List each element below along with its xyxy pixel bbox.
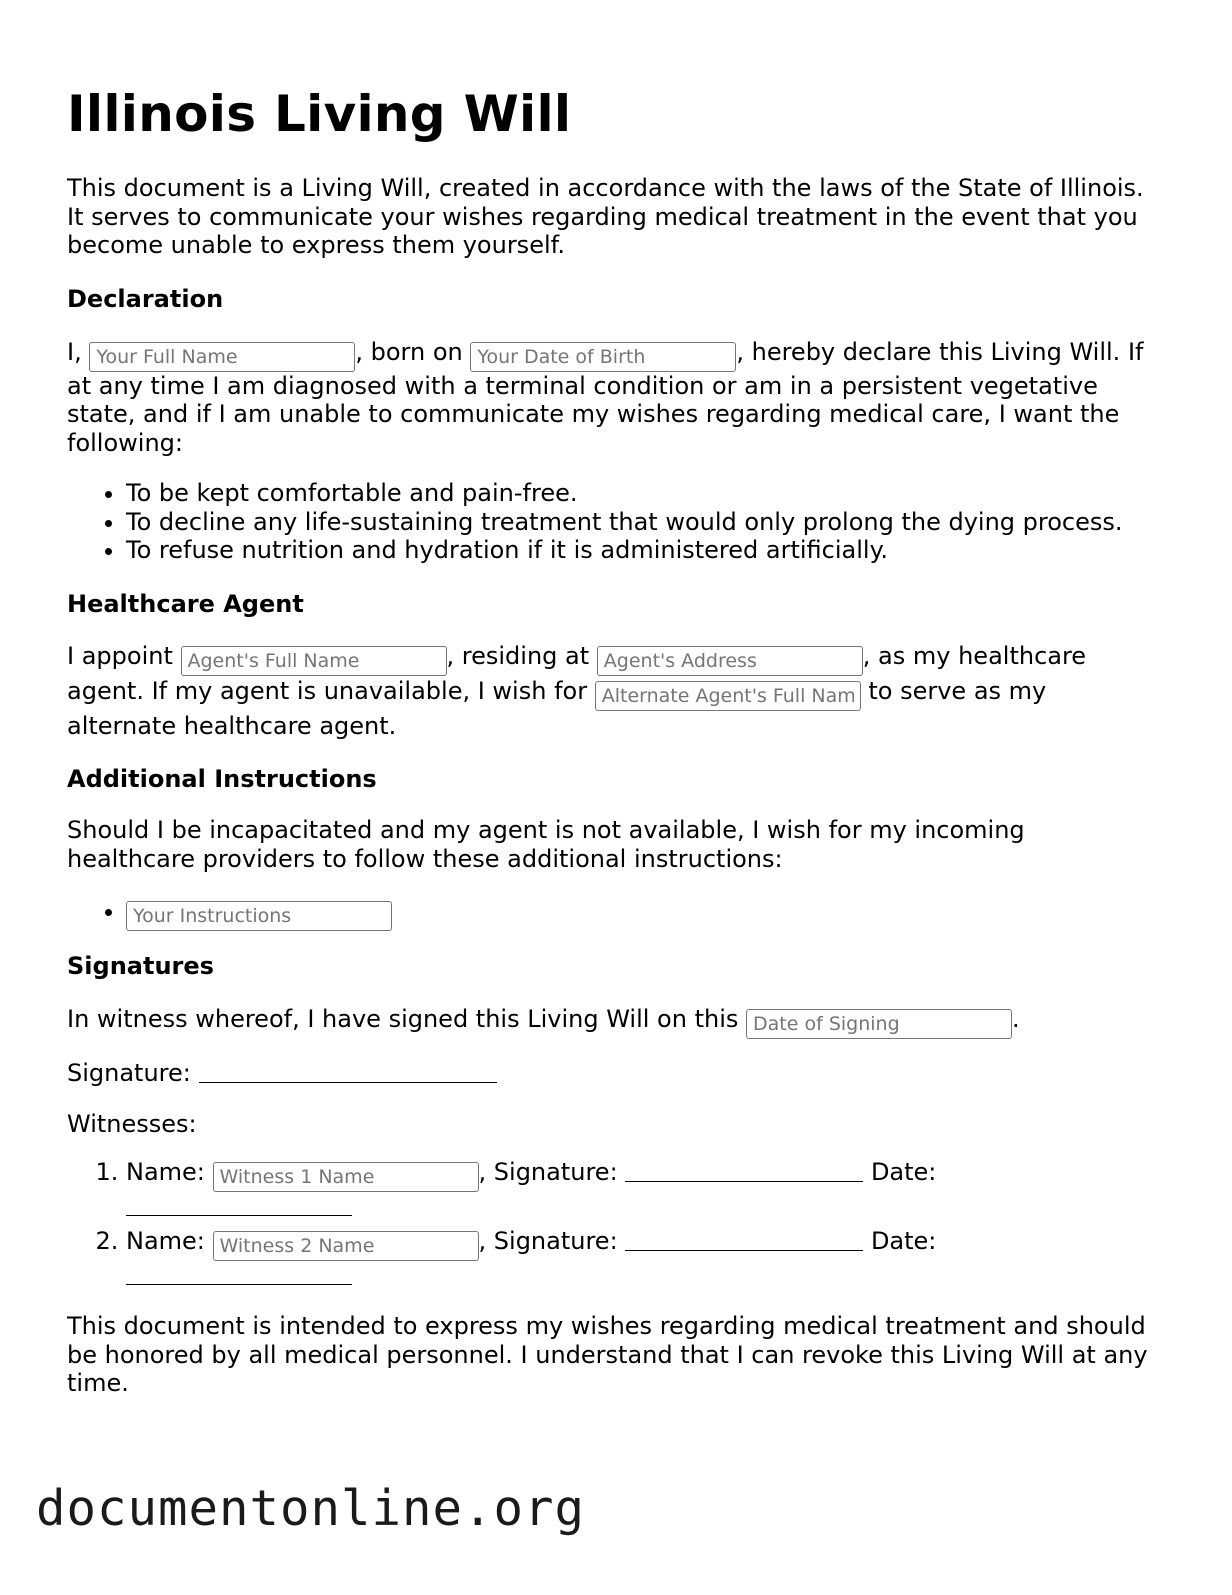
signature-line xyxy=(67,1059,1157,1088)
wish-item: • To be kept comfortable and pain-free. xyxy=(126,479,1157,508)
additional-instructions-paragraph: Should I be incapacitated and my agent is not available, I wish for my incoming healthcare providers to follow these additional instructions: xyxy=(67,816,1025,873)
witnesses-list xyxy=(67,1158,946,1290)
full-name-input[interactable] xyxy=(89,342,355,372)
witness-2-signature-blank[interactable] xyxy=(625,1228,863,1251)
instructions-list xyxy=(67,895,1157,931)
witness-date-label: Date: xyxy=(870,1227,937,1255)
additional-instructions-heading: Additional Instructions xyxy=(67,765,377,793)
agent-paragraph xyxy=(67,641,1157,743)
instructions-input[interactable] xyxy=(126,901,392,931)
date-of-signing-input[interactable] xyxy=(746,1009,1012,1039)
signature-blank[interactable] xyxy=(199,1060,497,1083)
agent-address-input[interactable] xyxy=(597,646,863,676)
document-page xyxy=(67,0,1157,1398)
witness-name-label: Name: xyxy=(126,1158,205,1186)
declaration-text-2: , born on xyxy=(355,337,463,366)
signing-text: In witness whereof, I have signed this Living Will on this xyxy=(67,1005,739,1033)
signing-period: . xyxy=(1012,1005,1020,1033)
witness-item xyxy=(126,1158,946,1221)
date-of-birth-input[interactable] xyxy=(470,342,736,372)
witness-1-signature-blank[interactable] xyxy=(625,1159,863,1182)
document-title: Illinois Living Will xyxy=(67,85,572,143)
declaration-heading: Declaration xyxy=(67,284,224,313)
wish-item: • To refuse nutrition and hydration if it is administered artificially. xyxy=(126,536,1157,565)
witness-signature-label: , Signature: xyxy=(478,1158,618,1186)
wish-item: • To decline any life-sustaining treatment that would only prolong the dying process. xyxy=(126,508,1157,537)
witness-name-label: Name: xyxy=(126,1227,205,1255)
intro-paragraph: This document is a Living Will, created in accordance with the laws of the State of Illinois. It serves to communicate your wishes regarding medical treatment in the event that you become unable to express them yourself. xyxy=(67,174,1144,259)
agent-text-2: , residing at xyxy=(446,641,590,670)
watermark: documentonline.org xyxy=(36,1480,586,1537)
healthcare-agent-heading: Healthcare Agent xyxy=(67,589,304,618)
agent-text-1: I appoint xyxy=(67,641,173,670)
witness-2-name-input[interactable] xyxy=(213,1231,479,1261)
signature-label: Signature: xyxy=(67,1059,191,1087)
witness-1-name-input[interactable] xyxy=(213,1162,479,1192)
witness-item xyxy=(126,1227,946,1290)
declaration-text-3: , hereby declare this Living Will. If at any time I am diagnosed with a terminal condition or am in a persistent vegetative state, and if I am unable to communicate my wishes regarding medical care, I want the following: xyxy=(67,337,1144,457)
agent-name-input[interactable] xyxy=(181,646,447,676)
signing-date-paragraph xyxy=(67,1003,1157,1039)
witness-2-date-blank[interactable] xyxy=(126,1262,352,1285)
witness-1-date-blank[interactable] xyxy=(126,1193,352,1216)
instruction-item xyxy=(126,895,1157,931)
agent-text-4: to serve as my alternate healthcare agent. xyxy=(67,676,1047,740)
closing-paragraph: This document is intended to express my wishes regarding medical treatment and should be honored by all medical personnel. I understand that I can revoke this Living Will at any time. xyxy=(67,1312,1148,1397)
signatures-heading: Signatures xyxy=(67,952,214,980)
wishes-list xyxy=(67,479,1157,565)
declaration-paragraph xyxy=(67,336,1157,458)
witnesses-label: Witnesses: xyxy=(67,1109,197,1138)
alternate-agent-name-input[interactable] xyxy=(595,681,861,711)
witness-signature-label: , Signature: xyxy=(478,1227,618,1255)
declaration-text-1: I, xyxy=(67,337,82,366)
agent-text-3: , as my healthcare agent. If my agent is unavailable, I wish for xyxy=(67,641,1087,705)
witness-date-label: Date: xyxy=(870,1158,937,1186)
